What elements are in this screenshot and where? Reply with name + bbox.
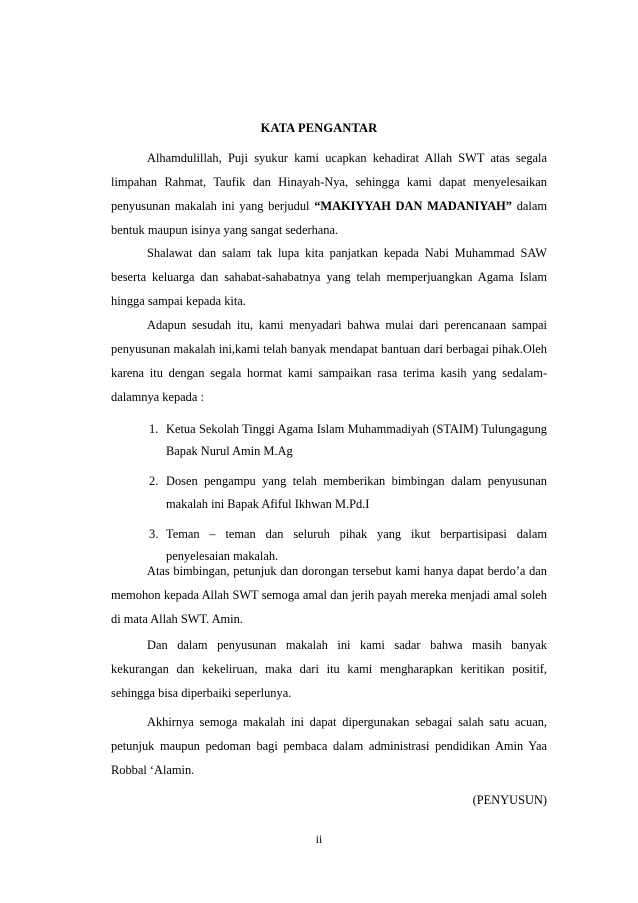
paragraph-opening-text: Alhamdulillah, Puji syukur kami ucapkan kehadirat Allah SWT atas segala limpahan Rahmat, Taufik dan Hinayah-Nya, sehingga kami dapat menyelesaikan penyusunan makalah ini yang berjudul <box>111 151 547 213</box>
paragraph-acknowledgement-intro <box>111 314 547 410</box>
paragraph-shalawat-text: Shalawat dan salam tak lupa kita panjatkan kepada Nabi Muhammad SAW beserta keluarga dan sahabat-sahabatnya yang telah memperjuangkan Agama Islam hingga sampai kepada kita. <box>111 246 547 308</box>
page-title: KATA PENGANTAR <box>260 121 378 135</box>
paragraph-acknowledgement-intro-text: Adapun sesudah itu, kami menyadari bahwa mulai dari perencanaan sampai penyusunan makalah ini,kami telah banyak mendapat bantuan dari berbagai pihak.Oleh karena itu dengan segala hormat kami sampaikan rasa terima kasih yang sedalam-dalamnya kepada : <box>111 318 547 404</box>
list-item-text: Ketua Sekolah Tinggi Agama Islam Muhammadiyah (STAIM) Tulungagung Bapak Nurul Amin M.Ag <box>166 422 547 459</box>
list-item-text: Teman – teman dan seluruh pihak yang ikut berpartisipasi dalam penyelesaian makalah. <box>166 526 547 564</box>
paragraph-shalawat <box>111 242 547 314</box>
paragraph-shortcomings-text: Dan dalam penyusunan makalah ini kami sadar bahwa masih banyak kekurangan dan kekeliruan, maka dari itu kami mengharapkan keritikan positif, sehingga bisa diperbaiki seperlunya. <box>111 638 547 700</box>
paragraph-closing <box>111 711 547 783</box>
makalah-title: “MAKIYYAH DAN MADANIYAH” <box>314 198 513 213</box>
paragraph-gratitude-text: Atas bimbingan, petunjuk dan dorongan tersebut kami hanya dapat berdo’a dan memohon kepada Allah SWT semoga amal dan jerih payah mereka menjadi amal soleh di mata Allah SWT. Amin. <box>111 564 547 626</box>
acknowledgement-list <box>149 418 547 567</box>
paragraph-closing-text: Akhirnya semoga makalah ini dapat dipergunakan sebagai salah satu acuan, petunjuk maupun pedoman bagi pembaca dalam administrasi pendidikan Amin Yaa Robbal ‘Alamin. <box>111 715 547 777</box>
list-item-number: 3. <box>149 526 159 541</box>
page-number: ii <box>315 834 323 846</box>
list-item <box>149 418 547 462</box>
list-item <box>149 470 547 514</box>
paragraph-opening <box>111 147 547 243</box>
paragraph-shortcomings <box>111 634 547 706</box>
list-item-number: 2. <box>149 474 159 489</box>
paragraph-opening-end: dalam bentuk maupun isinya yang sangat sederhana. <box>111 198 548 237</box>
list-item-text: Dosen pengampu yang telah memberikan bimbingan dalam penyusunan makalah ini Bapak Afiful Ikhwan M.Pd.I <box>166 474 547 511</box>
paragraph-gratitude <box>111 560 547 632</box>
author-signature: (PENYUSUN) <box>472 793 547 807</box>
list-item-number: 1. <box>149 422 159 436</box>
